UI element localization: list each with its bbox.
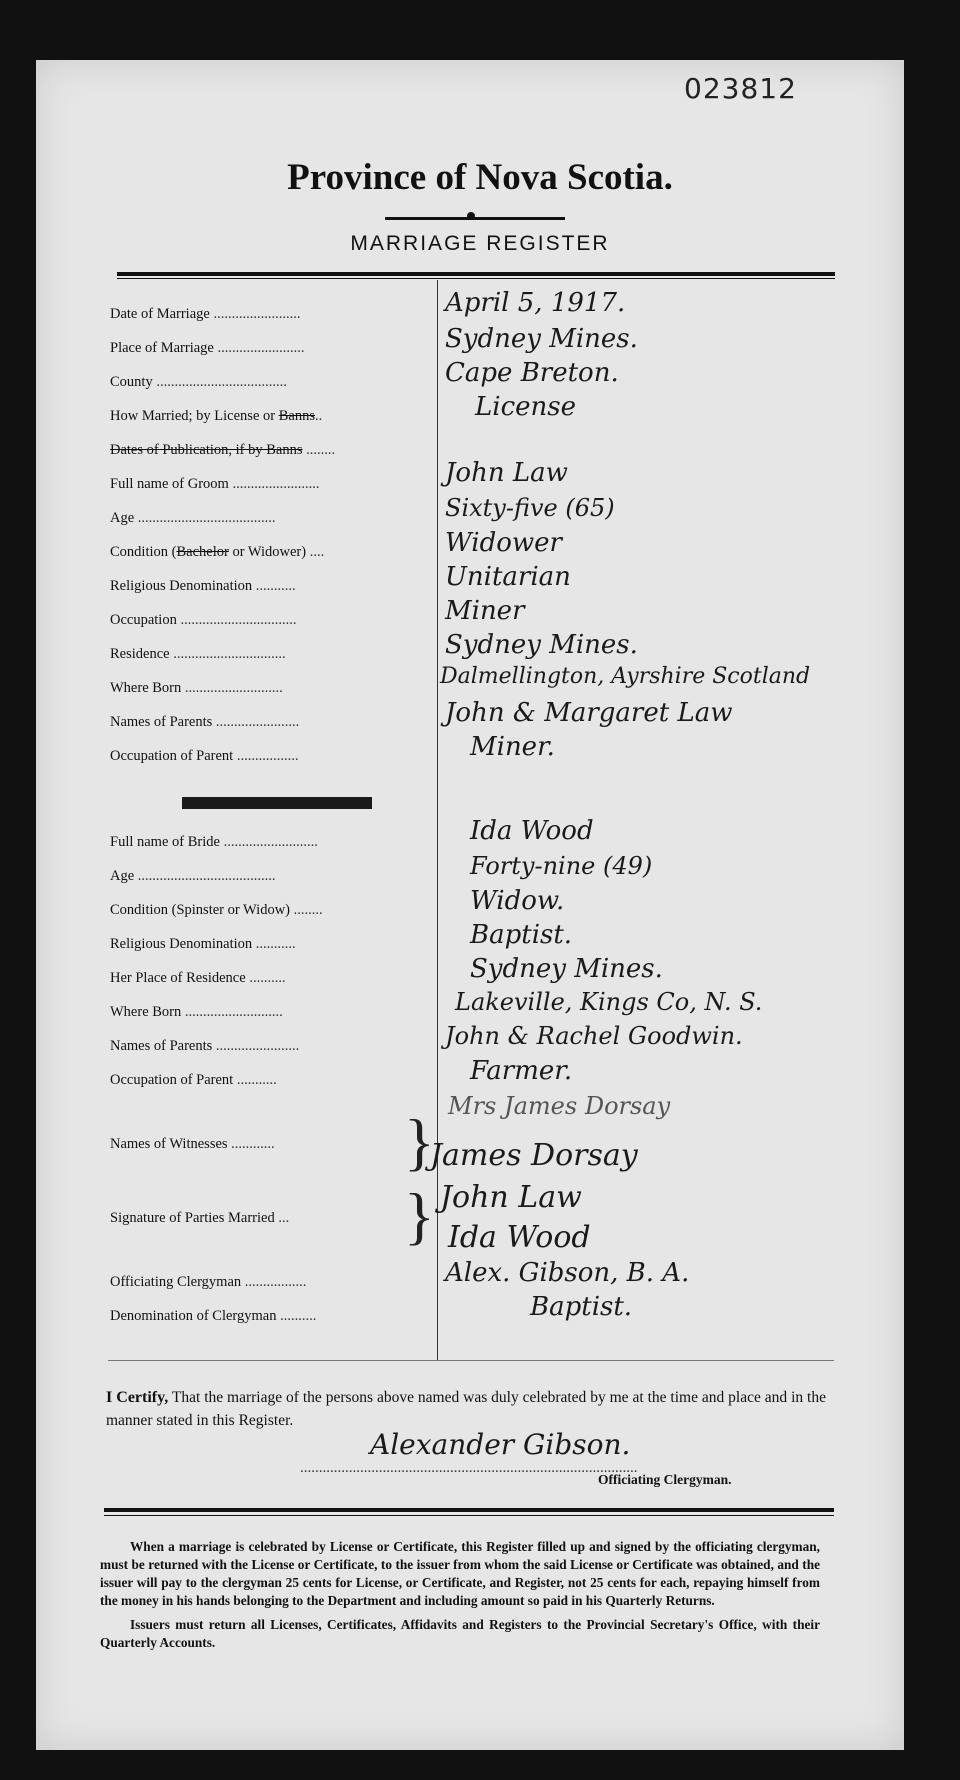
field-value-bride-religion: Baptist. <box>470 920 573 950</box>
field-value-officiating-clergyman: Alex. Gibson, B. A. <box>445 1258 690 1288</box>
field-label-bride-where-born: Where Born ........................... <box>110 1004 283 1020</box>
certify-statement: I Certify, That the marriage of the persons above named was duly celebrated by me at the time and place and in the manner stated in this Register. <box>106 1389 826 1429</box>
field-label-dates-of-publication: Dates of Publication, if by Banns ........ <box>110 442 336 458</box>
footer-rule <box>104 1508 834 1512</box>
field-label-bride-parents: Names of Parents ....................... <box>110 1038 300 1054</box>
certify-rule <box>108 1360 834 1361</box>
field-label-bride-age: Age ...................................... <box>110 868 276 884</box>
field-label-witnesses: Names of Witnesses ............ <box>110 1136 275 1152</box>
field-value-groom-religion: Unitarian <box>445 562 571 592</box>
field-label-signatures: Signature of Parties Married ... <box>110 1210 290 1226</box>
field-label-bride-name: Full name of Bride .......................... <box>110 834 318 850</box>
field-label-groom-religion: Religious Denomination ........... <box>110 578 296 594</box>
field-value-groom-condition: Widower <box>445 528 562 558</box>
return-instructions <box>100 1538 820 1658</box>
field-value-bride-parents: John & Rachel Goodwin. <box>445 1022 743 1050</box>
witnesses-brace: } <box>404 1106 435 1177</box>
field-label-groom-name: Full name of Groom ........................ <box>110 476 320 492</box>
bride-section-divider <box>182 797 372 809</box>
clergy-signature: Alexander Gibson. <box>370 1428 631 1461</box>
field-label-groom-condition: Condition (Bachelor or Widower) .... <box>110 544 325 560</box>
page-title: Province of Nova Scotia. <box>287 157 673 198</box>
register-subtitle: MARRIAGE REGISTER <box>350 232 610 255</box>
footer-rule-thin <box>104 1515 834 1516</box>
field-label-bride-condition: Condition (Spinster or Widow) ........ <box>110 902 323 918</box>
field-value-groom-residence: Sydney Mines. <box>445 630 638 660</box>
field-value-bride-name: Ida Wood <box>470 816 594 846</box>
field-value-groom-where-born: Dalmellington, Ayrshire Scotland <box>440 664 811 689</box>
instructions-paragraph-2: Issuers must return all Licenses, Certificates, Affidavits and Registers to the Provincial Secretary's Office, with their Quarterly Accounts. <box>100 1617 820 1650</box>
field-label-groom-occupation: Occupation ................................ <box>110 612 297 628</box>
field-label-clergy-denomination: Denomination of Clergyman .......... <box>110 1308 317 1324</box>
field-value-groom-parents: John & Margaret Law <box>445 698 733 728</box>
clergy-signature-caption: Officiating Clergyman. <box>598 1472 732 1487</box>
field-label-bride-religion: Religious Denomination ........... <box>110 936 296 952</box>
field-value-bride-where-born: Lakeville, Kings Co, N. S. <box>455 988 763 1016</box>
signature-bride: Ida Wood <box>448 1220 591 1255</box>
field-value-bride-condition: Widow. <box>470 886 565 916</box>
witness-2: James Dorsay <box>430 1138 638 1173</box>
field-value-groom-parent-occupation: Miner. <box>470 732 555 762</box>
field-value-place-of-marriage: Sydney Mines. <box>445 324 638 354</box>
field-label-bride-residence: Her Place of Residence .......... <box>110 970 286 986</box>
field-value-date-of-marriage: April 5, 1917. <box>445 288 626 318</box>
field-value-how-married: License <box>475 392 577 422</box>
field-label-bride-parent-occupation: Occupation of Parent ........... <box>110 1072 277 1088</box>
field-value-county: Cape Breton. <box>445 358 619 388</box>
title-divider <box>385 217 565 220</box>
field-value-bride-age: Forty-nine (49) <box>470 852 653 880</box>
title-divider-dot <box>467 212 475 220</box>
field-label-date-of-marriage: Date of Marriage ........................ <box>110 306 301 322</box>
signature-groom: John Law <box>440 1180 582 1215</box>
field-label-groom-age: Age ...................................... <box>110 510 276 526</box>
field-value-bride-parent-occupation: Farmer. <box>470 1056 573 1086</box>
field-value-groom-name: John Law <box>445 458 568 488</box>
field-label-place-of-marriage: Place of Marriage ........................ <box>110 340 305 356</box>
field-value-bride-residence: Sydney Mines. <box>470 954 663 984</box>
signatures-brace: } <box>404 1180 435 1251</box>
field-label-officiating-clergyman: Officiating Clergyman ................. <box>110 1274 307 1290</box>
field-value-groom-occupation: Miner <box>445 596 525 626</box>
field-label-groom-parent-occupation: Occupation of Parent ................. <box>110 748 299 764</box>
field-label-groom-parents: Names of Parents ....................... <box>110 714 300 730</box>
header-rule <box>117 272 835 276</box>
field-label-county: County .................................... <box>110 374 287 390</box>
document-number: 023812 <box>684 72 797 105</box>
signature-dotted-line: .......................................................................................... <box>300 1460 638 1476</box>
instructions-paragraph-1: When a marriage is celebrated by License or Certificate, this Register filled up and signed by the officiating clergyman, must be returned with the License or Certificate, to the issuer from whom the said License or Certificate was obtained, and the issuer will pay to the clergyman 25 cents for License, or Certificate, and Register, not 25 cents for each, repaying himself from the money in his hands belonging to the Department and including amount so paid in his Quarterly Returns. <box>100 1539 820 1608</box>
field-label-how-married: How Married; by License or Banns.. <box>110 408 323 424</box>
field-label-groom-where-born: Where Born ........................... <box>110 680 283 696</box>
field-label-groom-residence: Residence ............................... <box>110 646 286 662</box>
header-rule-thin <box>117 278 835 279</box>
witness-1: Mrs James Dorsay <box>448 1092 671 1120</box>
field-value-clergy-denomination: Baptist. <box>530 1292 633 1322</box>
field-value-groom-age: Sixty-five (65) <box>445 494 615 522</box>
